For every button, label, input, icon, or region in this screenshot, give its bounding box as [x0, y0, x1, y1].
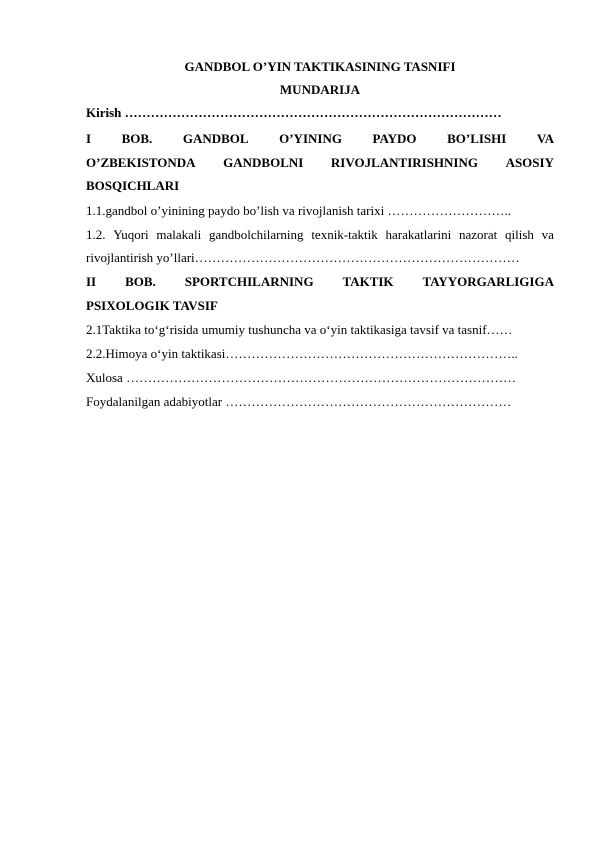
word: BOB.	[121, 131, 153, 146]
toc-intro: Kirish ……………………………………………………………………………	[86, 105, 502, 120]
toc-section-2-1: 2.1Taktika to‘g‘risida umumiy tushuncha va o‘yin taktikasiga tavsif va tasnif……	[86, 322, 513, 337]
toc-references: Foydalanilgan adabiyotlar …………………………………………………………	[86, 394, 512, 409]
word: BOB.	[125, 274, 156, 289]
toc-section-1-2-line2: rivojlantirish yo’llari…………………………………………………………………	[86, 250, 520, 265]
word: II	[86, 274, 97, 289]
word: O’YINING	[279, 131, 342, 146]
toc-section-1-1: 1.1.gandbol o’yinining paydo bo’lish va rivojlanish tarixi ………………………..	[86, 203, 511, 218]
word: GANDBOLNI	[223, 155, 304, 170]
toc-chapter1-line3: BOSQICHLARI	[86, 178, 180, 193]
toc-chapter2-line1	[86, 273, 554, 291]
word: SPORTCHILARNING	[184, 274, 314, 289]
toc-section-2-2: 2.2.Himoya o‘yin taktikasi…………………………………………………………..	[86, 346, 518, 361]
word: VA	[536, 131, 554, 146]
word: BO’LISHI	[447, 131, 507, 146]
toc-chapter1-line1	[86, 130, 554, 148]
word: malakali	[156, 227, 202, 242]
word: va	[541, 227, 554, 242]
word: ASOSIY	[505, 155, 554, 170]
word: I	[86, 131, 92, 146]
toc-chapter1-line2	[86, 154, 554, 172]
toc-section-1-2-line1	[86, 226, 554, 244]
word: Yuqori	[113, 227, 149, 242]
word: GANDBOL	[182, 131, 249, 146]
toc-chapter2-line2: PSIXOLOGIK TAVSIF	[86, 298, 218, 313]
word: texnik-taktik	[311, 227, 378, 242]
document-title: GANDBOL O’YIN TAKTIKASINING TASNIFI	[184, 59, 456, 74]
word: TAYYORGARLIGIGA	[422, 274, 554, 289]
word: qilish	[505, 227, 534, 242]
word: TAKTIK	[342, 274, 394, 289]
word: gandbolchilarning	[208, 227, 304, 242]
toc-heading: MUNDARIJA	[279, 82, 361, 97]
word: O’ZBEKISTONDA	[86, 155, 196, 170]
word: harakatlarini	[385, 227, 452, 242]
toc-conclusion: Xulosa ………………………………………………………………………………	[86, 370, 517, 385]
word: 1.2.	[86, 227, 106, 242]
word: PAYDO	[372, 131, 417, 146]
word: RIVOJLANTIRISHNING	[330, 155, 478, 170]
word: nazorat	[458, 227, 498, 242]
